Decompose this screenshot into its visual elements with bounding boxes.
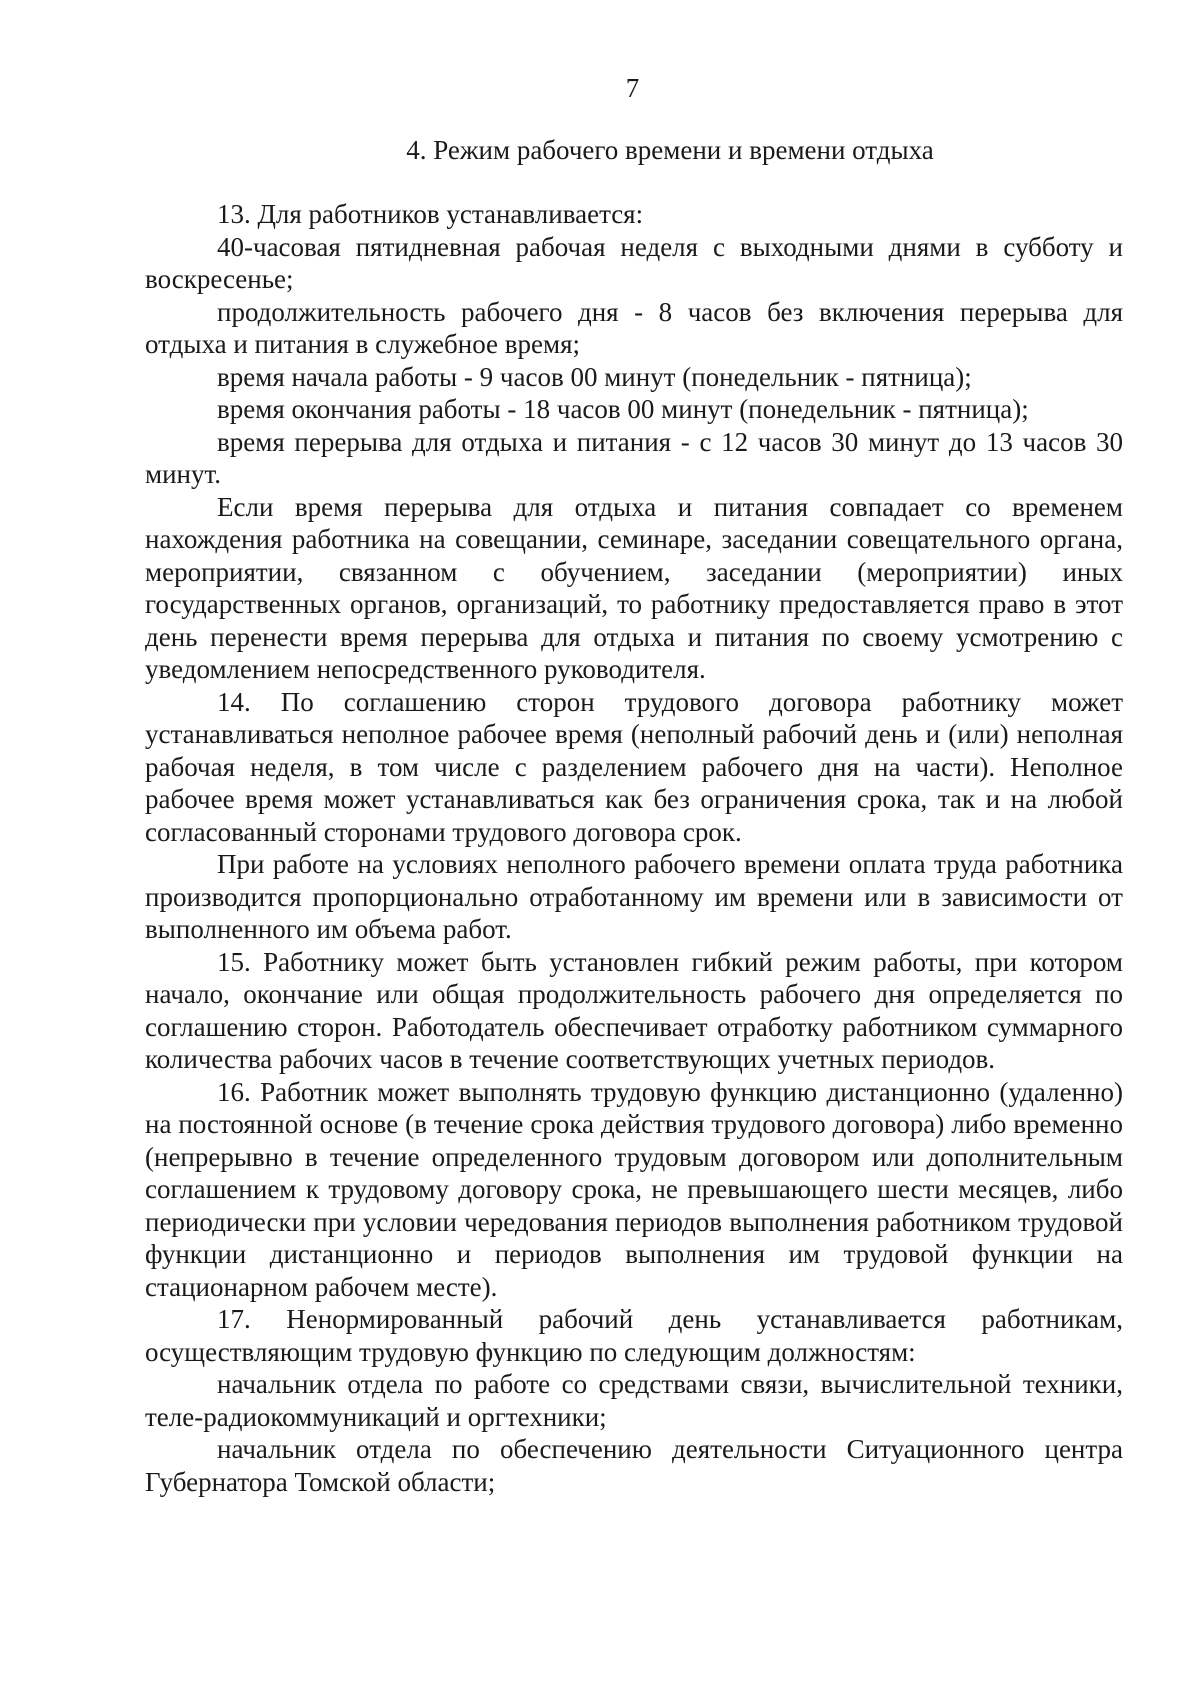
paragraph-16: 16. Работник может выполнять трудовую функцию дистанционно (удаленно) на постоянной основе (в течение срока действия трудового договора) либо временно (непрерывно в течение определенного трудовым договором или дополнительным соглашением к трудовому договору срока, не превышающего шести месяцев, либо периодически при условии чередования периодов выполнения работником трудовой функции дистанционно и периодов выполнения им трудовой функции на стационарном рабочем месте). [145,1076,1123,1302]
paragraph-13-intro: 13. Для работников устанавливается: [217,199,644,229]
paragraph-position-situation-center: начальник отдела по обеспечению деятельности Ситуационного центра Губернатора Томской области; [145,1434,1123,1497]
paragraph-part-time-pay: При работе на условиях неполного рабочего времени оплата труда работника производится пропорционально отработанному им времени или в зависимости от выполненного им объема работ. [145,849,1123,944]
paragraph-break-overlap: Если время перерыва для отдыха и питания совпадает со временем нахождения работника на совещании, семинаре, заседании совещательного органа, мероприятии, связанном с обучением, заседании (мероприятии) иных государственных органов, организаций, то работнику предоставляется право в этот день перенести время перерыва для отдыха и питания по своему усмотрению с уведомлением непосредственного руководителя. [145,491,1123,684]
section-title: 4. Режим рабочего времени и времени отдыха [406,135,934,165]
page-number: 7 [625,73,640,103]
document-body [145,198,1123,1498]
paragraph-end-time: время окончания работы - 18 часов 00 минут (понедельник - пятница); [217,394,1029,424]
paragraph-break-time: время перерыва для отдыха и питания - с 12 часов 30 минут до 13 часов 30 минут. [145,426,1123,489]
paragraph-17: 17. Ненормированный рабочий день устанавливается работникам, осуществляющим трудовую функцию по следующим должностям: [145,1304,1123,1367]
paragraph-position-communications: начальник отдела по работе со средствами связи, вычислительной техники, теле-радиокоммуникаций и оргтехники; [145,1369,1123,1432]
paragraph-workday-duration: продолжительность рабочего дня - 8 часов без включения перерыва для отдыха и питания в служебное время; [145,296,1123,359]
paragraph-14: 14. По соглашению сторон трудового договора работнику может устанавливаться неполное рабочее время (неполный рабочий день и (или) неполная рабочая неделя, в том числе с разделением рабочего дня на части). Неполное рабочее время может устанавливаться как без ограничения срока, так и на любой согласованный сторонами трудового договора срок. [145,686,1123,847]
paragraph-start-time: время начала работы - 9 часов 00 минут (понедельник - пятница); [217,361,972,392]
paragraph-work-week: 40-часовая пятидневная рабочая неделя с выходными днями в субботу и воскресенье; [145,231,1123,294]
paragraph-15: 15. Работнику может быть установлен гибкий режим работы, при котором начало, окончание или общая продолжительность рабочего дня определяется по соглашению сторон. Работодатель обеспечивает отработку работником суммарного количества рабочих часов в течение соответствующих учетных периодов. [145,946,1123,1074]
